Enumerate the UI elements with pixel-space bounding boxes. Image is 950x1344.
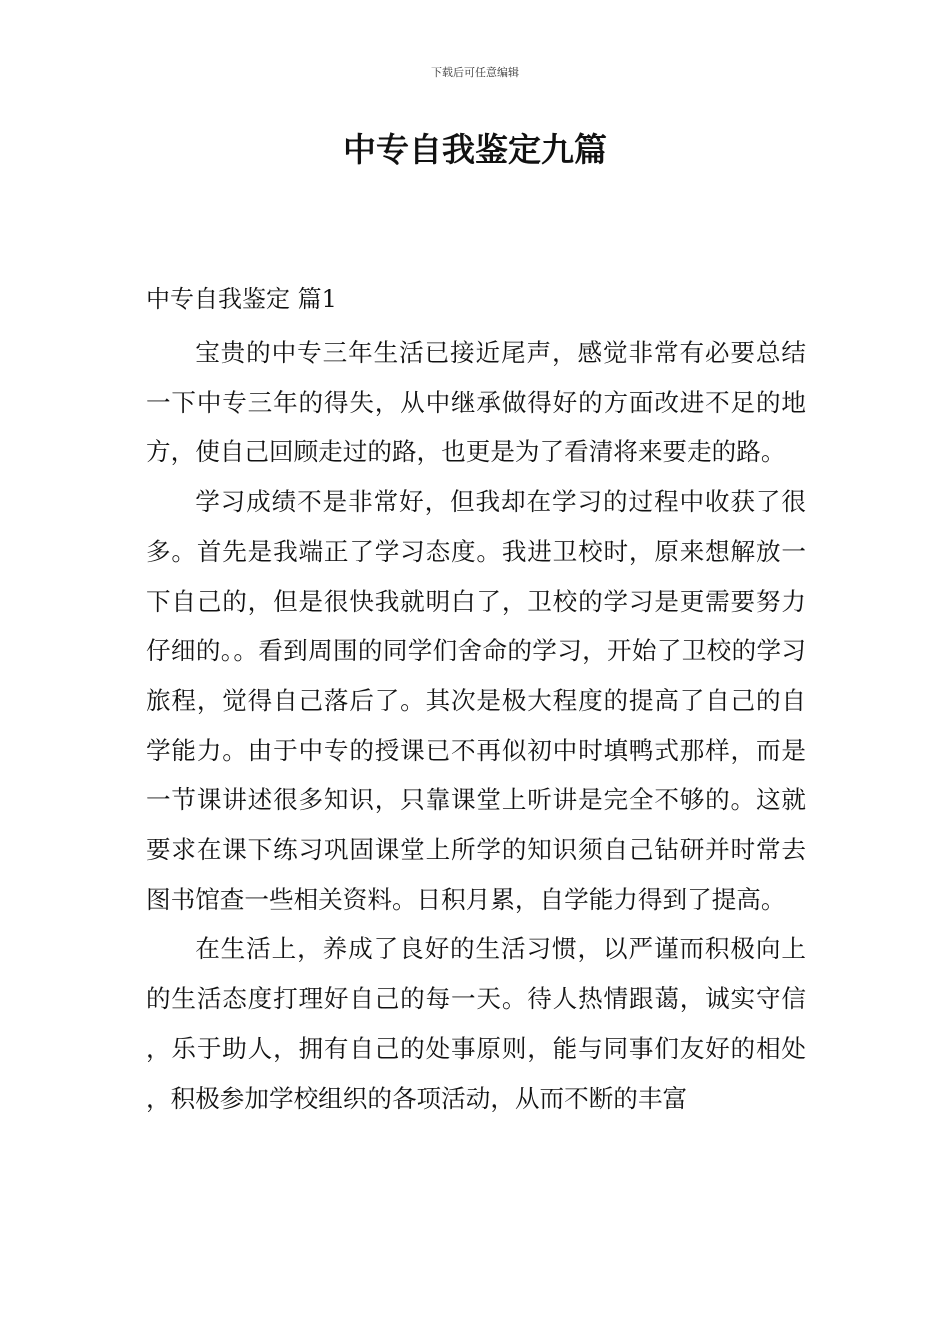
- header-note: 下载后可任意编辑: [431, 66, 519, 79]
- paragraph: 宝贵的中专三年生活已接近尾声，感觉非常有必要总结一下中专三年的得失，从中继承做得好的方面改进不足的地方，使自己回顾走过的路，也更是为了看清将来要走的路。: [146, 338, 806, 467]
- section-body: [146, 328, 806, 1123]
- paragraph: 学习成绩不是非常好，但我却在学习的过程中收获了很多。首先是我端正了学习态度。我进卫校时，原来想解放一下自己的，但是很快我就明白了，卫校的学习是更需要努力仔细的。。看到周围的同学们舍命的学习，开始了卫校的学习旅程，觉得自己落后了。其次是极大程度的提高了自己的自学能力。由于中专的授课已不再似初中时填鸭式那样，而是一节课讲述很多知识，只靠课堂上听讲是完全不够的。这就要求在课下练习巩固课堂上所学的知识须自己钻研并时常去图书馆查一些相关资料。日积月累，自学能力得到了提高。: [146, 487, 806, 914]
- paragraph: 在生活上，养成了良好的生活习惯，以严谨而积极向上的生活态度打理好自己的每一天。待人热情跟蔼，诚实守信，乐于助人，拥有自己的处事原则，能与同事们友好的相处，积极参加学校组织的各项活动，从而不断的丰富: [146, 934, 806, 1113]
- document-title: 中专自我鉴定九篇: [343, 130, 607, 169]
- section-heading: 中专自我鉴定 篇1: [146, 285, 337, 313]
